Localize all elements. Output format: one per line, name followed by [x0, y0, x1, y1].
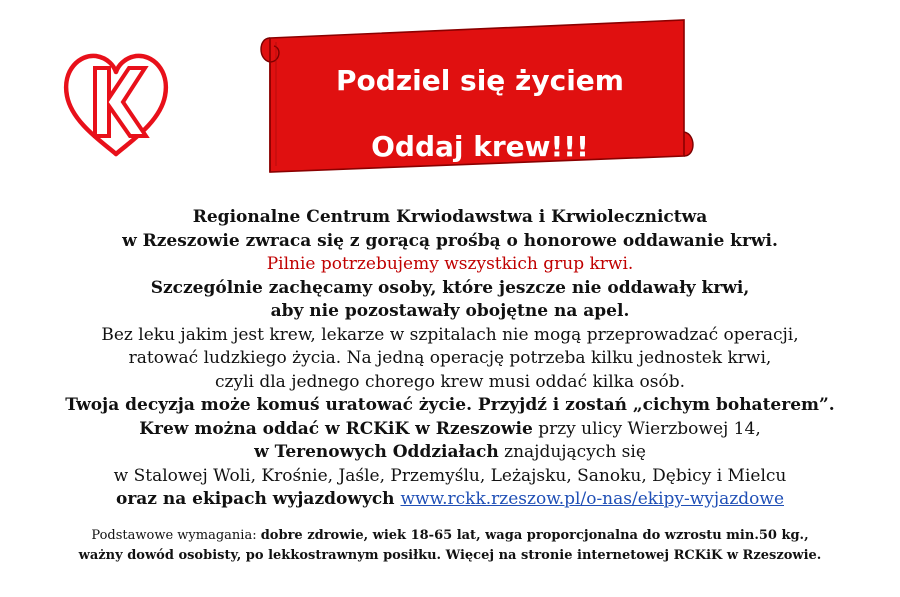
org-name: Regionalne Centrum Krwiodawstwa i Krwiolecznictwa [192, 207, 708, 227]
info-line-3: czyli dla jednego chorego krew musi oddać kilka osób. [214, 371, 685, 392]
call-to-action: Twoja decyzja może komuś uratować życie. Przyjdź i zostań „cichym bohaterem”. [65, 395, 835, 415]
appeal-line: w Rzeszowie zwraca się z gorącą prośbą o honorowe oddawanie krwi. [122, 230, 778, 251]
info-line-2: ratować ludzkiego życia. Na jedną operację potrzeba kilku jednostek krwi, [128, 348, 772, 368]
branches-bold: w Terenowych Oddziałach [254, 442, 499, 462]
mobile-teams-bold: oraz na ekipach wyjazdowych [116, 489, 401, 509]
requirements-bold: dobre zdrowie, wiek 18-65 lat, waga proporcjonalna do wzrostu min.50 kg., [260, 528, 809, 543]
heart-k-logo-icon [62, 50, 170, 160]
appeal-text [0, 206, 900, 512]
branches-line [0, 441, 900, 465]
location-address: przy ulicy Wierzbowej 14, [532, 418, 761, 439]
branches-rest: znajdujących się [498, 442, 646, 462]
banner-title: Podziel się życiem [336, 64, 624, 97]
urgent-notice: Pilnie potrzebujemy wszystkich grup krwi. [266, 254, 634, 274]
mobile-teams-link[interactable]: www.rckk.rzeszow.pl/o-nas/ekipy-wyjazdowe [400, 489, 784, 509]
encourage-line-2: aby nie pozostawały obojętne na apel. [270, 301, 630, 321]
requirements [0, 526, 900, 566]
requirements-line-2: ważny dowód osobisty, po lekkostrawnym posiłku. Więcej na stronie internetowej RCKiK w Rzeszowie. [78, 548, 822, 563]
encourage-line: Szczególnie zachęcamy osoby, które jeszcze nie oddawały krwi, [150, 277, 750, 298]
banner-subtitle: Oddaj krew!!! [371, 130, 589, 163]
requirements-label: Podstawowe wymagania: [91, 528, 261, 543]
requirements-line [0, 526, 900, 546]
location-bold: Krew można oddać w RCKiK w Rzeszowie [139, 418, 533, 439]
cities-line: w Stalowej Woli, Krośnie, Jaśle, Przemyślu, Leżajsku, Sanoku, Dębicy i Mielcu [113, 465, 787, 486]
info-line: Bez leku jakim jest krew, lekarze w szpitalach nie mogą przeprowadzać operacji, [101, 324, 799, 345]
mobile-teams-line [0, 488, 900, 512]
location-line [0, 418, 900, 442]
